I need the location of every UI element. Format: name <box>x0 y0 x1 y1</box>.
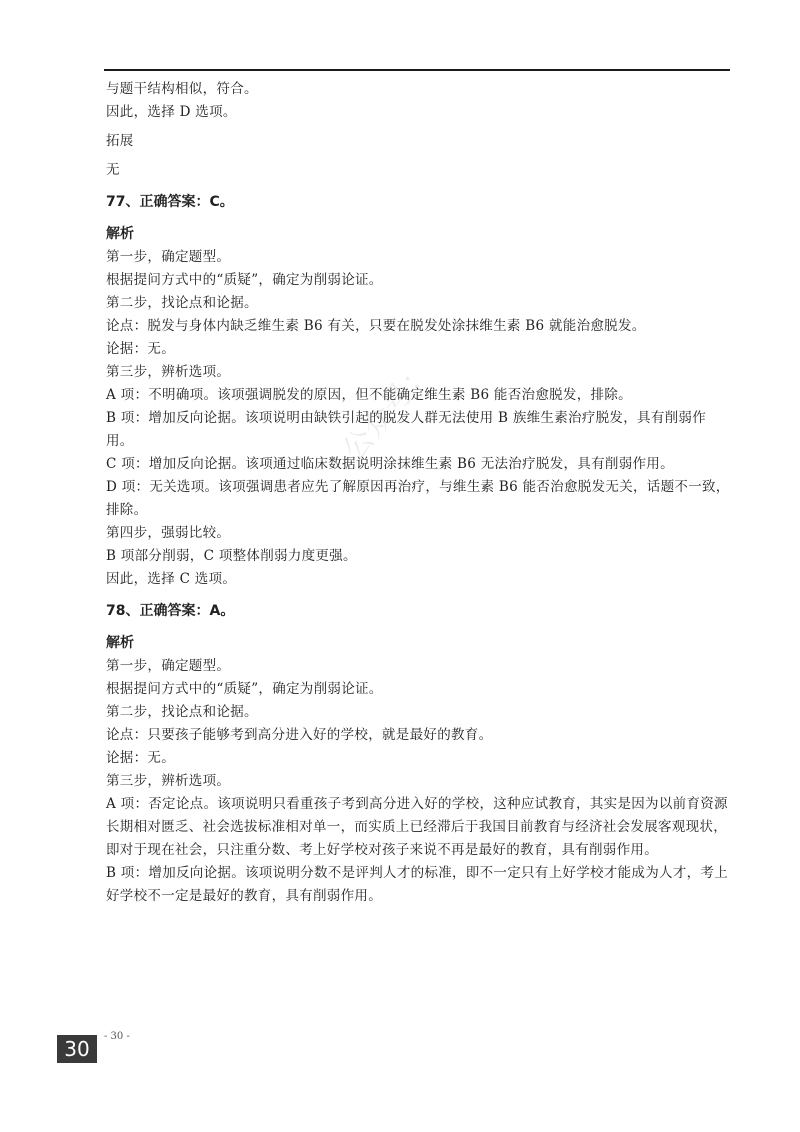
page-footer: - 30 - <box>104 1031 130 1042</box>
paragraph: 与题干结构相似，符合。 <box>106 81 258 97</box>
paragraph: 因此，选择 D 选项。 <box>106 104 237 120</box>
paragraph: 第三步，辨析选项。 <box>106 364 231 380</box>
paragraph: 第一步，确定题型。 <box>106 249 231 265</box>
section-heading: 解析 <box>106 226 134 242</box>
paragraph: 根据提问方式中的“质疑”，确定为削弱论证。 <box>106 272 383 288</box>
paragraph: A 项：不明确项。该项强调脱发的原因，但不能确定维生素 B6 能否治愈脱发，排除。 <box>106 387 632 403</box>
paragraph: 论点：只要孩子能够考到高分进入好的学校，就是最好的教育。 <box>106 727 493 743</box>
paragraph: 第三步，辨析选项。 <box>106 773 231 789</box>
paragraph: 无 <box>106 162 120 178</box>
paragraph: 论据：无。 <box>106 341 175 357</box>
paragraph: 第二步，找论点和论据。 <box>106 704 258 720</box>
paragraph: B 项：增加反向论据。该项说明由缺铁引起的脱发人群无法使用 B 族维生素治疗脱发，具有削弱作用。 <box>106 410 707 449</box>
paragraph: B 项：增加反向论据。该项说明分数不是评判人才的标准，即不一定只有上好学校才能成为人才，考上好学校不一定是最好的教育，具有削弱作用。 <box>106 865 729 904</box>
paragraph: 第二步，找论点和论据。 <box>106 295 258 311</box>
watermark: 公众号： <box>336 353 441 468</box>
paragraph: 第四步，强弱比较。 <box>106 525 231 541</box>
paragraph: 因此，选择 C 选项。 <box>106 571 237 587</box>
document-body <box>106 78 730 908</box>
paragraph: 根据提问方式中的“质疑”，确定为削弱论证。 <box>106 681 383 697</box>
paragraph: C 项：增加反向论据。该项通过临床数据说明涂抹维生素 B6 无法治疗脱发，具有削弱作用。 <box>106 456 674 472</box>
paragraph: 论点：脱发与身体内缺乏维生素 B6 有关，只要在脱发处涂抹维生素 B6 就能治愈脱发。 <box>106 318 646 334</box>
section-heading: 77、正确答案：C。 <box>106 194 234 210</box>
paragraph: B 项部分削弱，C 项整体削弱力度更强。 <box>106 548 357 564</box>
paragraph: 拓展 <box>106 133 134 149</box>
paragraph: D 项：无关选项。该项强调患者应先了解原因再治疗，与维生素 B6 能否治愈脱发无关，话题不一致，排除。 <box>106 479 730 518</box>
paragraph: 论据：无。 <box>106 750 175 766</box>
paragraph: A 项：否定论点。该项说明只看重孩子考到高分进入好的学校，这种应试教育，其实是因为以前育资源长期相对匮乏、社会选拔标准相对单一，而实质上已经滞后于我国目前教育与经济社会发展客观现状，即对于现在社会，只注重分数、考上好学校对孩子来说不再是最好的教育，具有削弱作用。 <box>106 796 728 858</box>
section-heading: 解析 <box>106 635 134 651</box>
paragraph: 第一步，确定题型。 <box>106 658 231 674</box>
page-number-box: 30 <box>57 1035 97 1063</box>
header-rule <box>104 69 730 71</box>
section-heading: 78、正确答案：A。 <box>106 603 235 619</box>
